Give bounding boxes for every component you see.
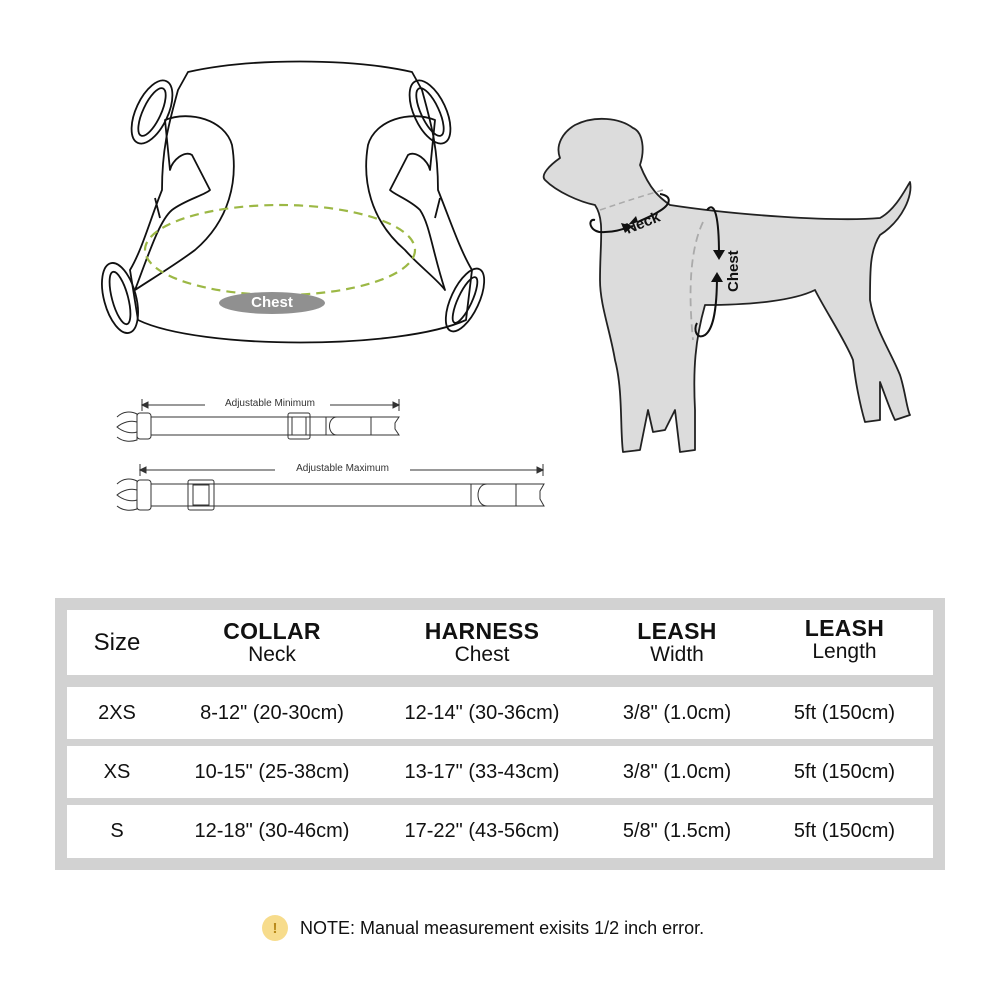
header-harness-main: HARNESS [424,618,540,644]
header-collar [177,619,367,667]
header-size: Size [93,629,141,656]
cell-leash-length: 5ft (150cm) [793,761,896,783]
table-row [67,805,933,858]
measurement-note [262,915,704,941]
dog-measurement-diagram [535,110,925,460]
cell-leash-width: 5/8" (1.5cm) [622,820,732,842]
harness-illustration [100,50,500,370]
cell-collar-neck: 10-15" (25-38cm) [194,761,350,783]
harness-chest-label: Chest [251,294,293,311]
chest-guide [145,205,415,295]
collar-maximum-label: Adjustable Maximum [275,463,410,474]
cell-leash-length: 5ft (150cm) [793,702,896,724]
cell-leash-width: 3/8" (1.0cm) [622,761,732,783]
table-header-row [67,610,933,675]
header-leash-width-main: LEASH [637,618,717,644]
header-collar-main: COLLAR [223,618,321,644]
note-text: NOTE: Manual measurement exisits 1/2 inch error. [300,917,705,938]
cell-size: XS [103,761,131,783]
header-leash-length-main: LEASH [804,615,885,641]
header-leash-width [597,619,757,667]
header-leash-length-sub: Length [812,640,877,663]
dog-chest-label: Chest [725,250,742,292]
cell-leash-length: 5ft (150cm) [793,820,896,842]
header-leash-width-sub: Width [650,643,704,666]
header-leash-length [757,616,932,664]
table-row [67,746,933,798]
collar-minimum-diagram [105,395,405,445]
table-row [67,687,933,739]
header-collar-sub: Neck [248,643,296,666]
exclamation-icon: ! [262,915,288,941]
cell-harness-chest: 12-14" (30-36cm) [404,702,560,724]
size-chart-table [55,598,945,870]
header-harness-sub: Chest [454,643,510,666]
dog-neck-label: Neck [623,208,663,238]
cell-harness-chest: 13-17" (33-43cm) [404,761,560,783]
collar-minimum-label: Adjustable Minimum [210,398,330,409]
cell-leash-width: 3/8" (1.0cm) [622,702,732,724]
cell-size: 2XS [98,702,136,724]
collar-maximum-diagram [105,460,555,520]
cell-collar-neck: 12-18" (30-46cm) [194,820,350,842]
cell-size: S [110,820,124,842]
cell-collar-neck: 8-12" (20-30cm) [200,702,344,724]
harness-diagram [100,50,500,370]
cell-harness-chest: 17-22" (43-56cm) [404,820,560,842]
header-harness [377,619,587,667]
